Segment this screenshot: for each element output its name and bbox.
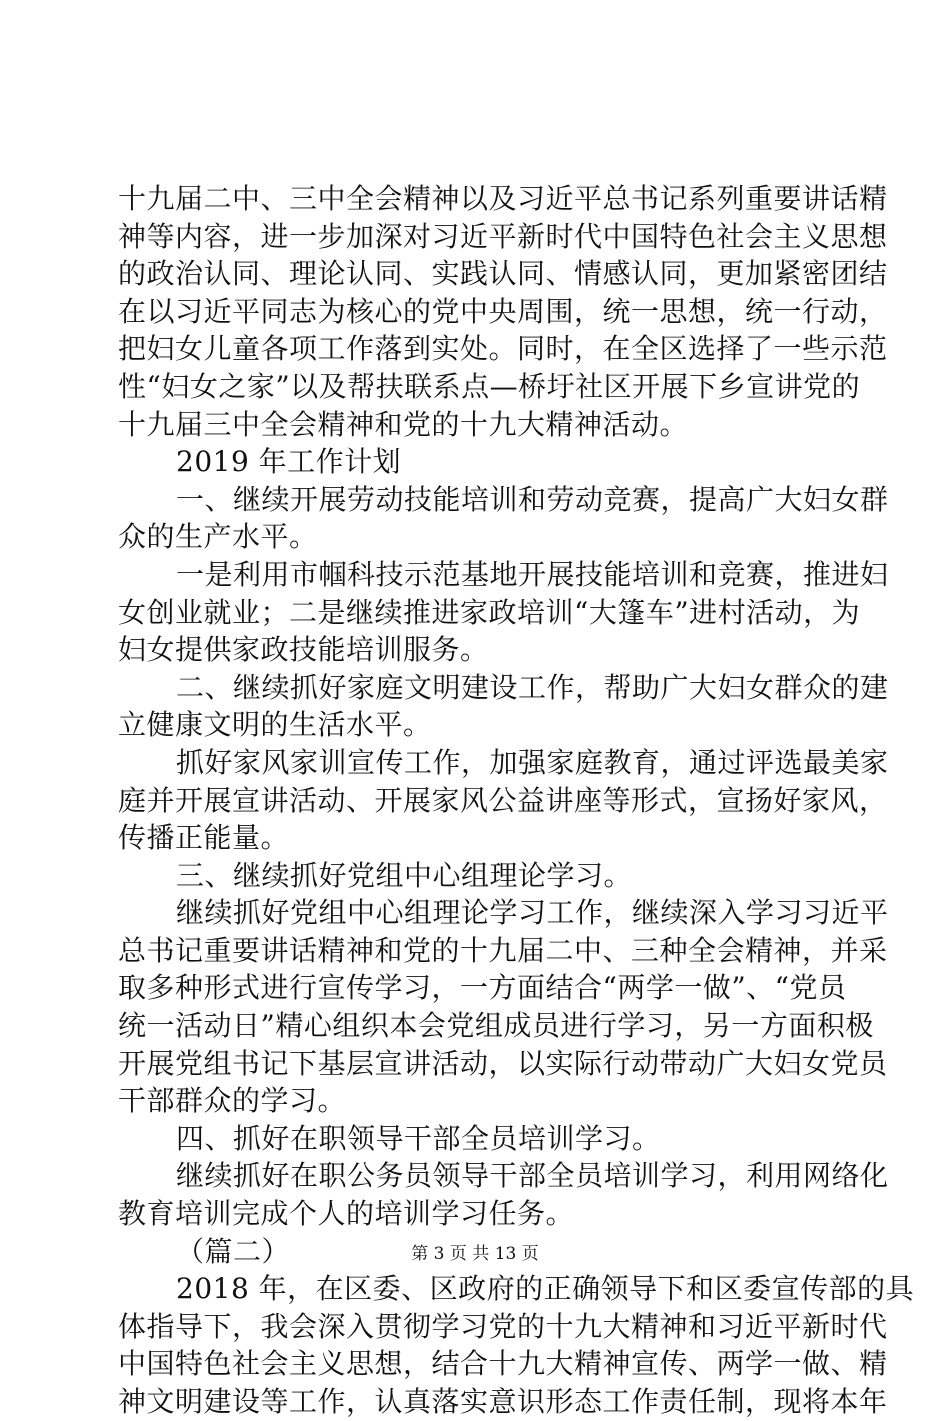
text-line: 神等内容，进一步加深对习近平新时代中国特色社会主义思想 — [118, 219, 888, 253]
text-line: 继续抓好党组中心组理论学习工作，继续深入学习习近平 — [176, 896, 889, 930]
text-line: 抓好家风家训宣传工作，加强家庭教育，通过评选最美家 — [176, 745, 889, 779]
text-line: 开展党组书记下基层宣讲活动，以实际行动带动广大妇女党员 — [118, 1046, 888, 1080]
text-line: 妇女提供家政技能培训服务。 — [118, 633, 489, 667]
text-line: 总书记重要讲话精神和党的十九届二中、三种全会精神，并采 — [118, 933, 888, 967]
text-line: 继续抓好在职公务员领导干部全员培训学习，利用网络化 — [176, 1159, 889, 1193]
paragraph — [118, 1120, 836, 1158]
text-line: 2019 年工作计划 — [176, 445, 402, 479]
text-line: 庭并开展宣讲活动、开展家风公益讲座等形式，宣扬好家风， — [118, 783, 888, 817]
paragraph — [118, 443, 836, 481]
text-line: 一、继续开展劳动技能培训和劳动竞赛，提高广大妇女群 — [176, 482, 889, 516]
text-line: 性“妇女之家”以及帮扶联系点—桥圩社区开展下乡宣讲党的 — [118, 369, 861, 403]
text-line: （篇二） — [176, 1234, 291, 1268]
text-line: 统一活动日”精心组织本会党组成员进行学习，另一方面积极 — [118, 1009, 874, 1043]
text-line: 取多种形式进行宣传学习，一方面结合“两学一做”、“党员 — [118, 971, 847, 1005]
document-body — [118, 180, 915, 1421]
text-line: 女创业就业；二是继续推进家政培训“大篷车”进村活动，为 — [118, 595, 861, 629]
text-line: 干部群众的学习。 — [118, 1084, 347, 1118]
text-line: 2018 年，在区委、区政府的正确领导下和区委宣传部的具 — [176, 1272, 915, 1306]
text-line: 十九届三中全会精神和党的十九大精神活动。 — [118, 407, 689, 441]
text-line: 的政治认同、理论认同、实践认同、情感认同，更加紧密团结 — [118, 257, 888, 291]
paragraph — [118, 857, 836, 895]
text-line: 四、抓好在职领导干部全员培训学习。 — [176, 1121, 661, 1155]
paragraph — [118, 669, 889, 744]
text-line: 在以习近平同志为核心的党中央周围，统一思想，统一行动， — [118, 294, 888, 328]
text-line: 三、继续抓好党组中心组理论学习。 — [176, 858, 633, 892]
paragraph — [118, 894, 889, 1120]
text-line: 把妇女儿童各项工作落到实处。同时，在全区选择了一些示范 — [118, 332, 888, 366]
paragraph — [118, 481, 889, 556]
page-footer: 第 3 页 共 13 页 — [411, 1244, 539, 1264]
text-line: 众的生产水平。 — [118, 520, 318, 554]
text-line: 神文明建设等工作，认真落实意识形态工作责任制，现将本年 — [118, 1385, 888, 1418]
paragraph — [118, 1270, 915, 1420]
text-line: 教育培训完成个人的培训学习任务。 — [118, 1197, 575, 1231]
paragraph — [118, 556, 889, 669]
text-line: 一是利用市帼科技示范基地开展技能培训和竞赛，推进妇 — [176, 557, 889, 591]
paragraph — [118, 180, 888, 443]
text-line: 中国特色社会主义思想，结合十九大精神宣传、两学一做、精 — [118, 1347, 888, 1381]
paragraph — [118, 744, 889, 857]
text-line: 十九届二中、三中全会精神以及习近平总书记系列重要讲话精 — [118, 182, 888, 215]
text-line: 体指导下，我会深入贯彻学习党的十九大精神和习近平新时代 — [118, 1309, 888, 1343]
paragraph — [118, 1157, 889, 1232]
text-line: 传播正能量。 — [118, 821, 290, 855]
text-line: 二、继续抓好家庭文明建设工作，帮助广大妇女群众的建 — [176, 670, 889, 704]
text-line: 立健康文明的生活水平。 — [118, 708, 432, 742]
